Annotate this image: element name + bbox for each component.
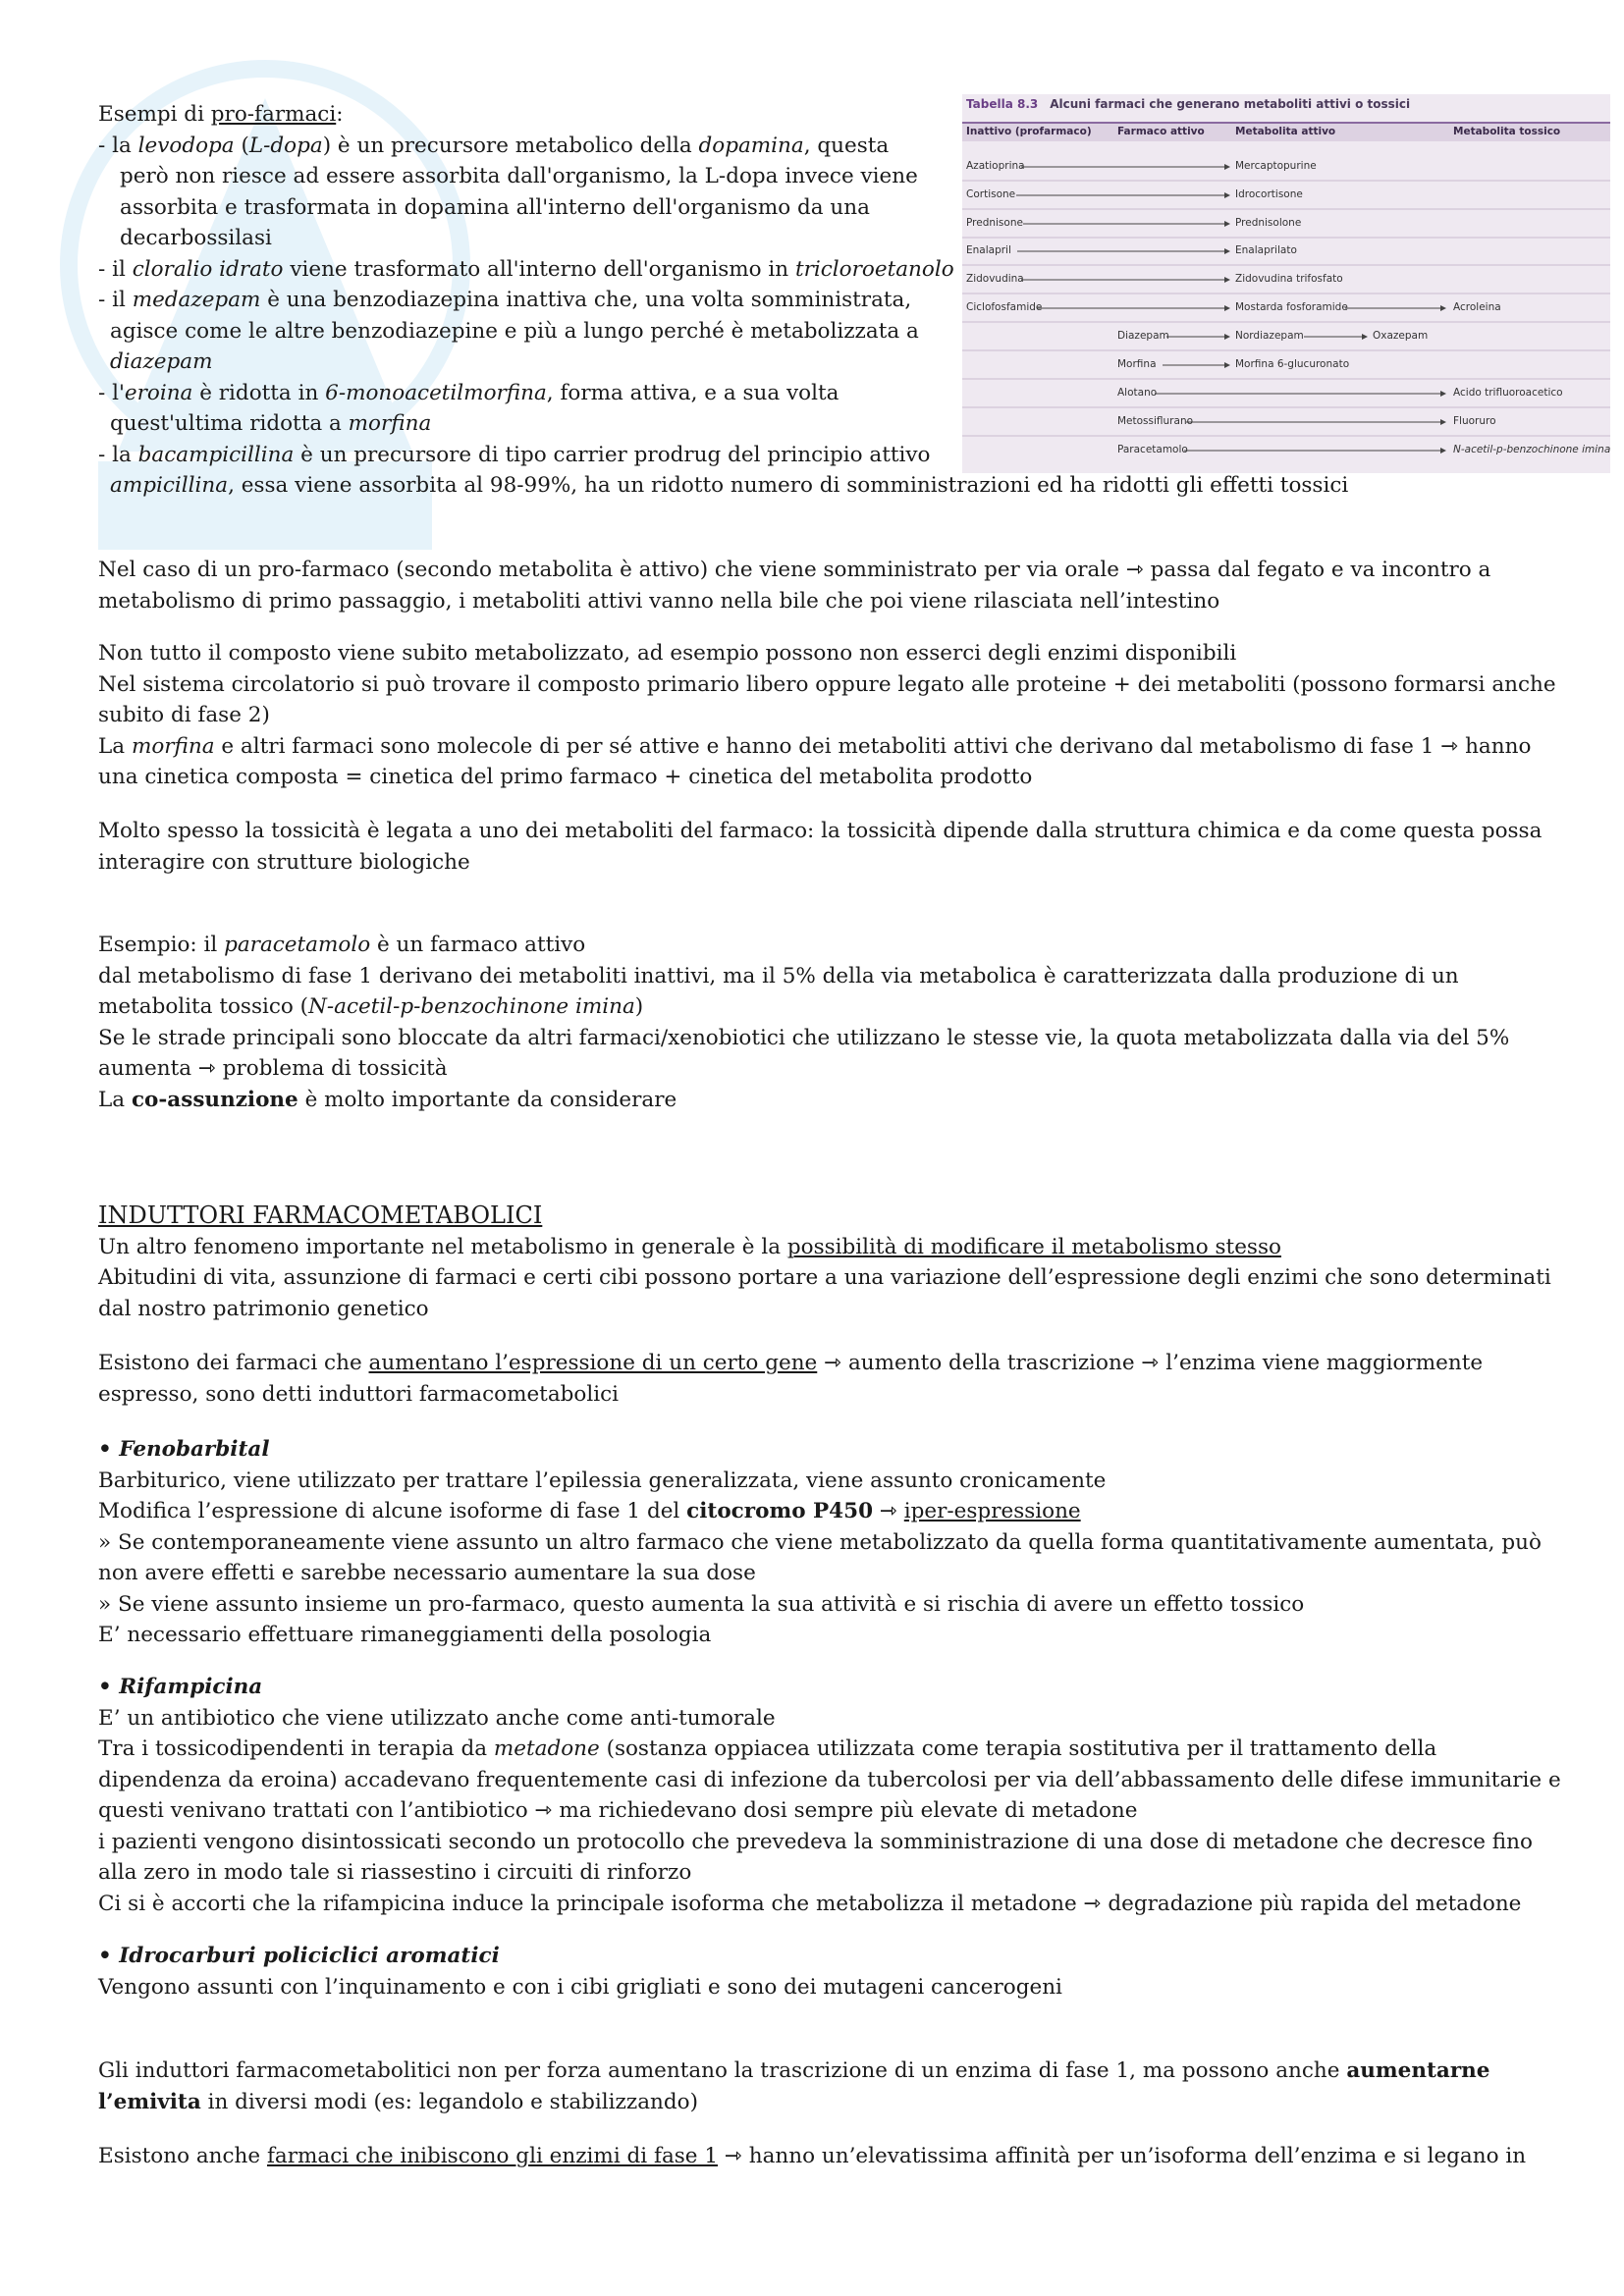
p6-line-1: Esistono anche farmaci che inibiscono gli enzimi di fase 1 ⇾ hanno un’elevatissima affinità per un’isoforma dell’enzima e si legano in	[98, 2144, 1527, 2168]
levodopa-line-3: assorbita e trasformata in dopamina all'interno dell'organismo da una	[120, 194, 870, 220]
ipa-line-1: Vengono assunti con l’inquinamento e con i cibi grigliati e sono dei mutageni cancerogeni	[98, 1974, 1062, 2000]
p4-line-2: dal metabolismo di fase 1 derivano dei metaboliti inattivi, ma il 5% della via metabolica è caratterizzata dalla produzione di un	[98, 963, 1459, 988]
cell-morfina: Morfina	[1117, 358, 1157, 370]
p4-line-4: Se le strade principali sono bloccate da altri farmaci/xenobiotici che utilizzano le stesse vie, la quota metabolizzata dalla via del 5%	[98, 1025, 1510, 1050]
fenobarbital-section	[98, 1434, 1542, 1651]
header-active: Farmaco attivo	[1117, 126, 1205, 137]
rifa-line-4: questi venivano trattati con l’antibiotico ⇾ ma richiedevano dosi sempre più elevate di metadone	[98, 1798, 1138, 1823]
cell-enalaprilato: Enalaprilato	[1235, 244, 1297, 256]
p4-line-3: metabolita tossico (N-acetil-p-benzochinone imina)	[98, 994, 644, 1019]
feno-line-6: E’ necessario effettuare rimaneggiamenti della posologia	[98, 1623, 712, 1647]
feno-line-4: non avere effetti e sarebbe necessario aumentare la sua dose	[98, 1561, 756, 1585]
rifa-line-3: dipendenza da eroina) accadevano frequentemente casi di infezione da tubercolosi per via dell’abbassamento delle difese immunitarie e	[98, 1767, 1561, 1792]
cell-mercaptopurine: Mercaptopurine	[1235, 160, 1317, 172]
induttori-line-2: Abitudini di vita, assunzione di farmaci e certi cibi possono portare a una variazione dell’espressione degli enzimi che sono determinati	[98, 1265, 1551, 1290]
header-metabolite: Metabolita attivo	[1235, 126, 1336, 137]
cell-azatioprina: Azatioprina	[966, 160, 1025, 172]
rifampicina-title: • Rifampicina	[98, 1675, 263, 1699]
rifa-line-7: Ci si è accorti che la rifampicina induce la principale isoforma che metabolizza il metadone ⇾ degradazione più rapida del metadone	[98, 1891, 1522, 1916]
cloralio-line: - il cloralio idrato viene trasformato all'interno dell'organismo in tricloroetanolo	[98, 256, 954, 282]
cell-napqi: N-acetil-p-benzochinone imina	[1453, 444, 1611, 455]
p4-line-6: La co-assunzione è molto importante da considerare	[98, 1087, 677, 1112]
medazepam-line: - il medazepam è una benzodiazepina inattiva che, una volta somministrata,	[98, 288, 912, 312]
p5-line-1: Gli induttori farmacometabolitici non per forza aumentano la trascrizione di un enzima di fase 1, ma possono anche aumentarne	[98, 2058, 1490, 2083]
cell-oxazepam: Oxazepam	[1373, 330, 1429, 342]
profarmaci-section	[98, 99, 1532, 502]
cell-mostarda-fosforamide: Mostarda fosforamide	[1235, 301, 1348, 313]
profarmaci-intro: Esempi di pro-farmaci:	[98, 102, 344, 127]
p2-line-4: La morfina e altri farmaci sono molecole di per sé attive e hanno dei metaboliti attivi che derivano dal metabolismo di fase 1 ⇾ hanno	[98, 733, 1532, 759]
cell-acroleina: Acroleina	[1453, 301, 1501, 313]
bacampicillina-line: - la bacampicillina è un precursore di tipo carrier prodrug del principio attivo	[98, 442, 931, 467]
induttori-line-1: Un altro fenomeno importante nel metabolismo in generale è la possibilità di modificare il metabolismo stesso	[98, 1234, 1281, 1259]
feno-line-3: » Se contemporaneamente viene assunto un altro farmaco che viene metabolizzato da quella forma quantitativamente aumentata, può	[98, 1529, 1542, 1555]
paragraph-emivita	[98, 2056, 1532, 2117]
paragraph-inibitori	[98, 2141, 1532, 2172]
rifa-line-1: E’ un antibiotico che viene utilizzato anche come anti-tumorale	[98, 1705, 776, 1731]
p2-line-1: Non tutto il composto viene subito metabolizzato, ad esempio possono non esserci degli enzimi disponibili	[98, 641, 1237, 666]
cell-cortisone: Cortisone	[966, 188, 1016, 200]
feno-line-5: » Se viene assunto insieme un pro-farmaco, questo aumenta la sua attività e si rischia di avere un effetto tossico	[98, 1591, 1305, 1617]
ipa-section	[98, 1941, 1532, 2002]
cell-prednisolone: Prednisolone	[1235, 217, 1302, 229]
p2-line-5: una cinetica composta = cinetica del primo farmaco + cinetica del metabolita prodotto	[98, 765, 1033, 789]
cell-nordiazepam: Nordiazepam	[1235, 330, 1304, 342]
feno-line-1: Barbiturico, viene utilizzato per trattare l’epilessia generalizzata, viene assunto cronicamente	[98, 1468, 1107, 1493]
cell-diazepam: Diazepam	[1117, 330, 1169, 342]
cell-paracetamolo: Paracetamolo	[1117, 444, 1188, 455]
rifa-line-5: i pazienti vengono disintossicati secondo un protocollo che prevedeva la somministrazione di una dose di metadone che decresce fino	[98, 1829, 1533, 1854]
bacampicillina-line-2: ampicillina, essa viene assorbita al 98-99%, ha un ridotto numero di somministrazioni ed ha ridotti gli effetti tossici	[110, 473, 1349, 498]
p1-line-2: metabolismo di primo passaggio, i metaboliti attivi vanno nella bile che poi viene rilasciata nell’intestino	[98, 588, 1220, 614]
p5-line-2: l’emivita in diversi modi (es: legandolo e stabilizzando)	[98, 2089, 698, 2114]
cell-zidovudina: Zidovudina	[966, 273, 1024, 285]
cell-enalapril: Enalapril	[966, 244, 1011, 256]
header-inactive: Inattivo (profarmaco)	[966, 126, 1092, 137]
p4-line-5: aumenta ⇾ problema di tossicità	[98, 1056, 448, 1081]
cell-fluoruro: Fluoruro	[1453, 415, 1496, 427]
cell-morfina-glucuronato: Morfina 6-glucuronato	[1235, 358, 1350, 370]
eroina-line-2: quest'ultima ridotta a morfina	[110, 411, 432, 436]
rifampicina-section	[98, 1672, 1561, 1919]
induttori-paragraph	[98, 1348, 1532, 1410]
p2-line-2: Nel sistema circolatorio si può trovare il composto primario libero oppure legato alle proteine + dei metaboliti (possono formarsi anche	[98, 671, 1556, 697]
section-heading: INDUTTORI FARMACOMETABOLICI	[98, 1201, 543, 1229]
cell-ciclofosfamide: Ciclofosfamide	[966, 301, 1043, 313]
paragraph-metabolismo	[98, 638, 1556, 793]
p3-line-1: Molto spesso la tossicità è legata a uno dei metaboliti del farmaco: la tossicità dipende dalla struttura chimica e da come questa possa	[98, 819, 1543, 843]
rifa-line-6: alla zero in modo tale si riassestino i circuiti di rinforzo	[98, 1860, 692, 1885]
cell-alotano: Alotano	[1117, 387, 1158, 399]
induttori-section	[98, 1201, 1551, 1324]
paragraph-paracetamolo	[98, 930, 1532, 1115]
table-title: Tabella 8.3 Alcuni farmaci che generano metaboliti attivi o tossici	[966, 97, 1411, 111]
levodopa-line-4: decarbossilasi	[120, 226, 272, 250]
cell-idrocortisone: Idrocortisone	[1235, 188, 1303, 200]
paragraph-tossicita	[98, 816, 1543, 878]
feno-line-2: Modifica l’espressione di alcune isoforme di fase 1 del citocromo P450 ⇾ iper-espressione	[98, 1499, 1081, 1523]
induttori-line-4: Esistono dei farmaci che aumentano l’espressione di un certo gene ⇾ aumento della trascrizione ⇾ l’enzima viene maggiormente	[98, 1351, 1484, 1375]
fenobarbital-title: • Fenobarbital	[98, 1437, 270, 1462]
eroina-line: - l'eroina è ridotta in 6-monoacetilmorfina, forma attiva, e a sua volta	[98, 380, 839, 405]
header-toxic: Metabolita tossico	[1453, 126, 1561, 137]
levodopa-line: - la levodopa (L-dopa) è un precursore metabolico della dopamina, questa	[98, 133, 890, 158]
cell-prednisone: Prednisone	[966, 217, 1023, 229]
induttori-line-3: dal nostro patrimonio genetico	[98, 1296, 429, 1321]
cell-acido-trifluoroacetico: Acido trifluoroacetico	[1453, 387, 1563, 399]
medazepam-line-3: diazepam	[110, 349, 213, 374]
ipa-title: • Idrocarburi policiclici aromatici	[98, 1944, 500, 1968]
p1-line-1: Nel caso di un pro-farmaco (secondo metabolita è attivo) che viene somministrato per via orale ⇾ passa dal fegato e va incontro a	[98, 558, 1491, 582]
p4-line-1: Esempio: il paracetamolo è un farmaco attivo	[98, 933, 586, 957]
rifa-line-2: Tra i tossicodipendenti in terapia da metadone (sostanza oppiacea utilizzata come terapia sostitutiva per il trattamento della	[98, 1736, 1437, 1761]
p3-line-2: interagire con strutture biologiche	[98, 849, 470, 875]
cell-zidovudina-trifosfato: Zidovudina trifosfato	[1235, 273, 1343, 285]
paragraph-primo-passaggio	[98, 555, 1532, 616]
induttori-line-5: espresso, sono detti induttori farmacometabolici	[98, 1381, 620, 1407]
p2-line-3: subito di fase 2)	[98, 703, 270, 727]
levodopa-line-2: però non riesce ad essere assorbita dall'organismo, la L-dopa invece viene	[120, 164, 918, 188]
medazepam-line-2: agisce come le altre benzodiazepine e più a lungo perché è metabolizzata a	[110, 318, 919, 344]
cell-metossiflurano: Metossiflurano	[1117, 415, 1194, 427]
